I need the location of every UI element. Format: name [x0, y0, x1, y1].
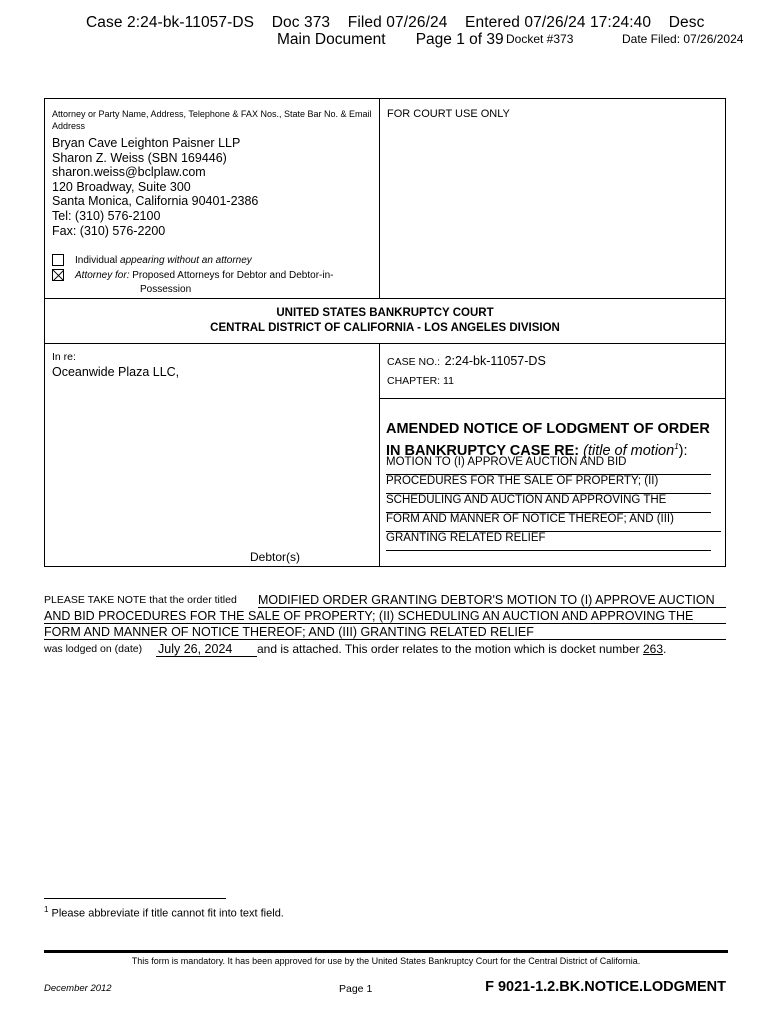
divider-case-block [44, 343, 726, 344]
attorney-line: Tel: (310) 576-2100 [52, 208, 161, 223]
attorney-line: sharon.weiss@bclplaw.com [52, 165, 206, 180]
lodged-prefix: was lodged on [44, 643, 115, 655]
order-title-line: FORM AND MANNER OF NOTICE THEREOF; AND (III) GRANTING RELATED RELIEF [44, 624, 726, 640]
case-number-value: 2:24-bk-11057-DS [444, 354, 546, 368]
title-of-motion-label: (title of motion [583, 442, 675, 459]
footnote [44, 905, 284, 920]
court-use-only-label: FOR COURT USE ONLY [387, 108, 510, 120]
attorney-info [52, 136, 372, 238]
attorney-line: Santa Monica, California 90401-2386 [52, 194, 259, 209]
motion-title-line: PROCEDURES FOR THE SALE OF PROPERTY; (II) [386, 475, 711, 494]
order-title-row1 [44, 592, 726, 608]
attorney-for-italic: Attorney for: [75, 270, 130, 281]
case-stamp-line2: Main Document Page 1 of 39 [277, 31, 504, 48]
attorney-for-continuation: Possession [140, 284, 192, 295]
footer-rule [44, 950, 728, 953]
debtor-name: Oceanwide Plaza LLC, [52, 365, 180, 379]
date-label: (date) [114, 643, 143, 655]
individual-checkbox[interactable] [52, 254, 64, 266]
individual-option-italic: appearing without an attorney [120, 255, 252, 266]
motion-title-line: FORM AND MANNER OF NOTICE THEREOF; AND (III) [386, 513, 721, 532]
lodged-prefix-wrap [44, 643, 142, 655]
footnote-text: Please abbreviate if title cannot fit into text field. [48, 907, 284, 920]
lodgment-statement [44, 592, 726, 659]
divider-court-header [44, 298, 726, 299]
case-number-label: CASE NO.: [387, 356, 441, 368]
relates-wrap [257, 642, 666, 656]
notice-title-line1: AMENDED NOTICE OF LODGMENT OF ORDER [386, 421, 710, 437]
lodged-row [44, 641, 726, 659]
date-filed-stamp: Date Filed: 07/26/2024 [622, 32, 744, 46]
take-note-prefix: PLEASE TAKE NOTE that the order titled [44, 594, 237, 606]
attorney-line: Bryan Cave Leighton Paisner LLP [52, 136, 241, 150]
mandatory-form-notice: This form is mandatory. It has been approved for use by the United States Bankruptcy Court for the Central District of California. [131, 956, 641, 966]
court-name: UNITED STATES BANKRUPTCY COURT [276, 307, 494, 319]
footnote-number: 1 [44, 905, 49, 914]
order-title-line: MODIFIED ORDER GRANTING DEBTOR'S MOTION TO (I) APPROVE AUCTION [258, 592, 726, 608]
attorney-header: Attorney or Party Name, Address, Telephone & FAX Nos., State Bar No. & Email Address [52, 109, 372, 131]
court-division: CENTRAL DISTRICT OF CALIFORNIA - LOS ANGELES DIVISION [210, 322, 560, 334]
order-title-line: AND BID PROCEDURES FOR THE SALE OF PROPERTY; (II) SCHEDULING AN AUCTION AND APPROVING THE [44, 608, 726, 624]
form-identifier: F 9021-1.2.BK.NOTICE.LODGMENT [485, 979, 726, 995]
individual-option-text: Individual [75, 255, 121, 266]
motion-title-line: SCHEDULING AND AUCTION AND APPROVING THE [386, 494, 711, 513]
lodged-date: July 26, 2024 [156, 641, 257, 657]
attorney-for-label [75, 270, 333, 281]
motion-title-line: GRANTING RELATED RELIEF [386, 532, 711, 551]
attorney-line: 120 Broadway, Suite 300 [52, 179, 191, 194]
footnote-ref: 1 [674, 442, 679, 451]
chapter-value: CHAPTER: 11 [387, 375, 454, 387]
docket-number: 263 [642, 642, 664, 656]
attorney-line: Fax: (310) 576-2200 [52, 223, 166, 238]
attorney-line: Sharon Z. Weiss (SBN 169446) [52, 150, 227, 165]
divider-attorney-court [379, 98, 380, 298]
notice-title-close: ): [678, 442, 688, 459]
attorney-for-text: Proposed Attorneys for Debtor and Debtor-in- [129, 270, 334, 281]
notice-title-text: IN BANKRUPTCY CASE RE: [386, 442, 584, 459]
case-number-field [387, 352, 546, 370]
attorney-for-checkbox[interactable] [52, 269, 64, 281]
docket-stamp: Docket #373 [506, 32, 574, 46]
relates-text: and is attached. This order relates to the motion which is docket number [257, 642, 643, 656]
motion-title-line: MOTION TO (I) APPROVE AUCTION AND BID [386, 456, 711, 475]
motion-title-lines [386, 456, 722, 551]
case-stamp-line1: Case 2:24-bk-11057-DS Doc 373 Filed 07/26/24 Entered 07/26/24 17:24:40 Desc [86, 14, 705, 31]
page-number: Page 1 [339, 983, 373, 995]
in-re-label: In re: [52, 351, 76, 363]
sentence-end: . [663, 642, 667, 656]
debtor-label: Debtor(s) [250, 550, 301, 564]
divider-case-columns [379, 343, 380, 567]
footnote-rule [44, 898, 226, 899]
form-revision-date: December 2012 [44, 983, 112, 994]
individual-option-label [75, 255, 252, 266]
divider-chapter-notice [379, 398, 726, 399]
